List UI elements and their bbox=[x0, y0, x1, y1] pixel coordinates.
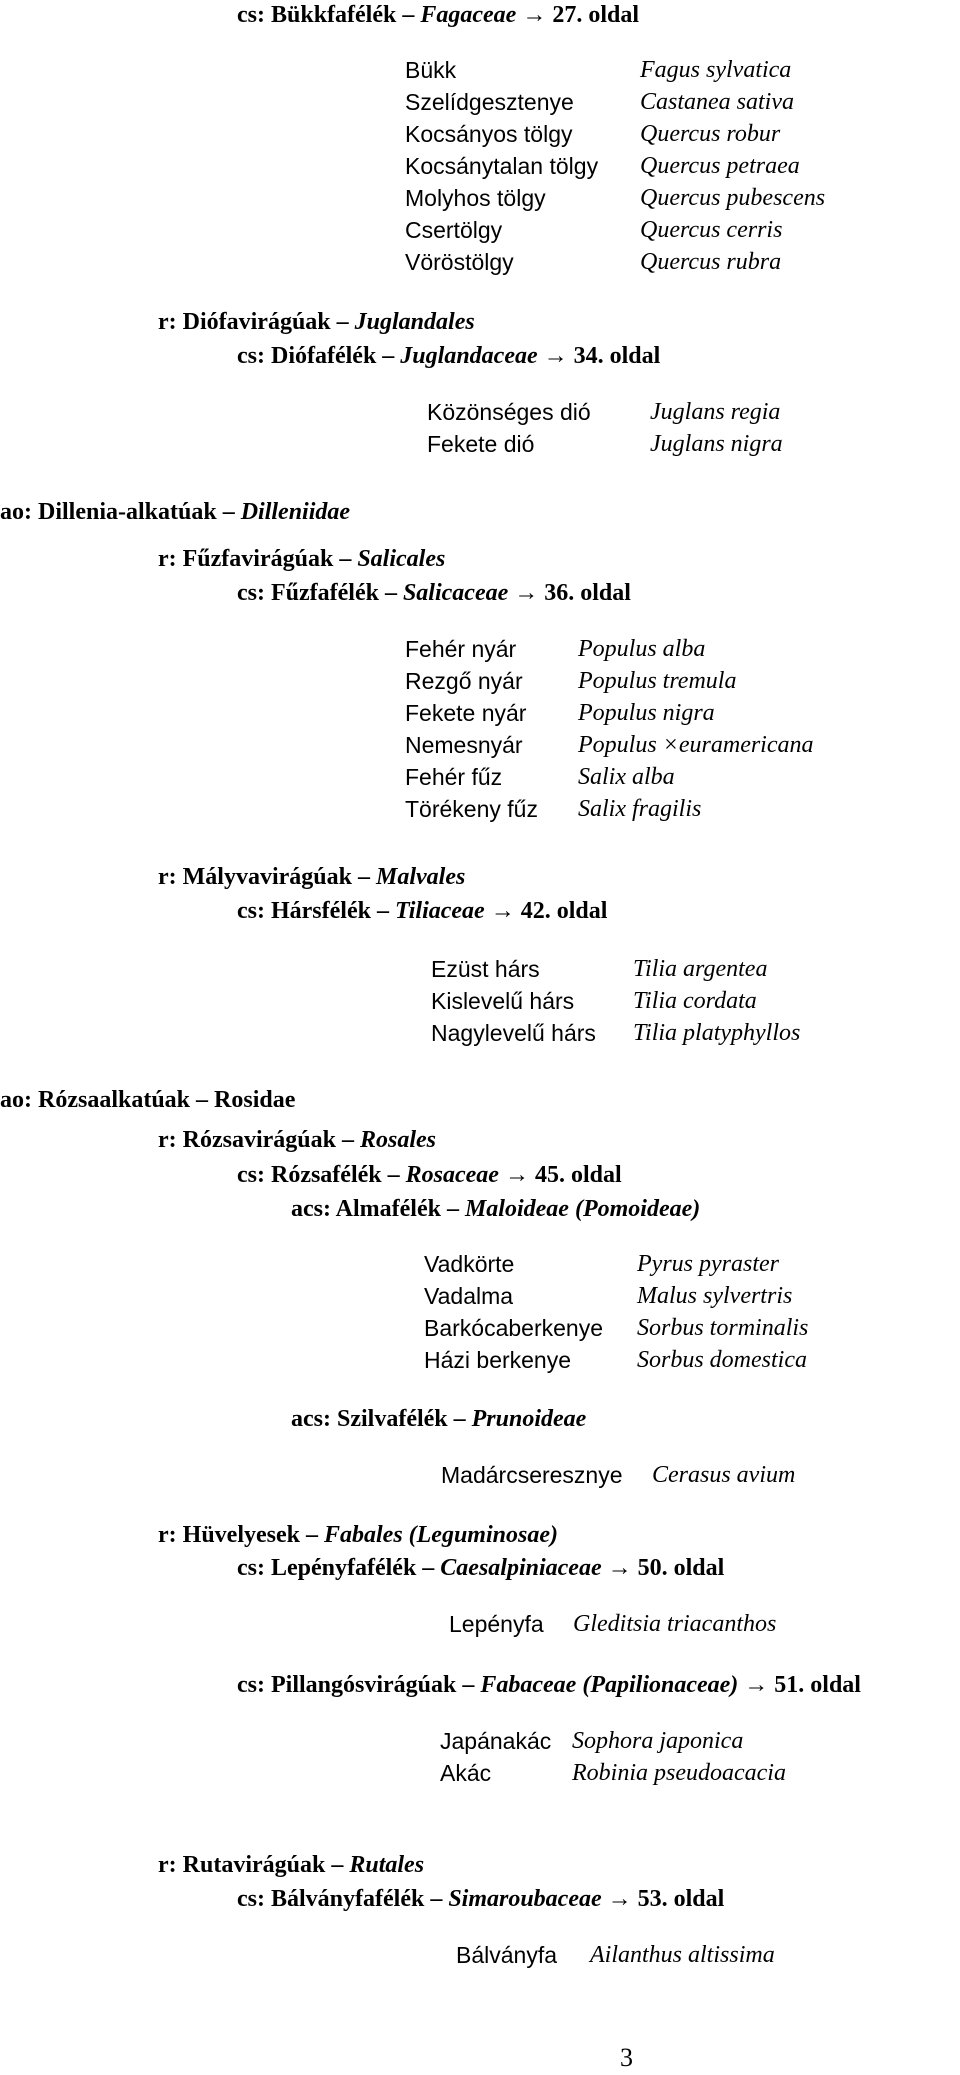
taxon-heading bbox=[237, 341, 660, 371]
scientific-name: Tilia argentea bbox=[633, 956, 768, 982]
common-name: Házi berkenye bbox=[424, 1347, 572, 1373]
scientific-name: Pyrus pyraster bbox=[637, 1251, 779, 1277]
common-name: Nemesnyár bbox=[405, 732, 523, 758]
taxon-heading bbox=[158, 307, 475, 337]
taxon-heading bbox=[237, 0, 639, 30]
species-row bbox=[405, 697, 814, 729]
common-name: Kocsányos tölgy bbox=[405, 121, 573, 147]
taxon-heading bbox=[237, 578, 631, 608]
heading-prefix: cs: Diófafélék – bbox=[237, 343, 401, 369]
scientific-name: Gleditsia triacanthos bbox=[573, 1611, 777, 1637]
common-name: Madárcseresznye bbox=[441, 1462, 623, 1488]
scientific-name: Juglans nigra bbox=[650, 431, 783, 457]
species-list bbox=[441, 1459, 795, 1491]
species-row bbox=[405, 150, 825, 182]
scientific-name: Robinia pseudoacacia bbox=[572, 1760, 786, 1786]
species-row bbox=[431, 1017, 800, 1049]
common-name: Kislevelű hárs bbox=[431, 988, 575, 1014]
species-row bbox=[440, 1725, 786, 1757]
scientific-name: Quercus pubescens bbox=[640, 185, 826, 211]
heading-page-reference: → 50. oldal bbox=[601, 1555, 725, 1581]
common-name: Vöröstölgy bbox=[405, 249, 514, 275]
species-list bbox=[456, 1939, 775, 1971]
heading-latin-name: Juglandales bbox=[354, 309, 475, 335]
heading-prefix: acs: Almafélék – bbox=[291, 1196, 465, 1222]
species-row bbox=[405, 118, 825, 150]
scientific-name: Sophora japonica bbox=[572, 1728, 744, 1754]
species-row bbox=[405, 246, 825, 278]
species-row bbox=[405, 182, 825, 214]
heading-page-reference: → 45. oldal bbox=[498, 1162, 622, 1188]
species-row bbox=[405, 761, 814, 793]
species-row bbox=[456, 1939, 775, 1971]
species-row bbox=[431, 985, 800, 1017]
common-name: Vadalma bbox=[424, 1283, 514, 1309]
scientific-name: Quercus cerris bbox=[640, 217, 783, 243]
species-row bbox=[424, 1344, 808, 1376]
common-name: Csertölgy bbox=[405, 217, 503, 243]
species-row bbox=[427, 396, 783, 428]
taxon-heading bbox=[158, 1520, 558, 1550]
heading-prefix: r: Mályvavirágúak – bbox=[158, 864, 376, 890]
heading-prefix: cs: Bükkfafélék – bbox=[237, 2, 421, 28]
scientific-name: Sorbus domestica bbox=[637, 1347, 807, 1373]
common-name: Barkócaberkenye bbox=[424, 1315, 603, 1341]
species-row bbox=[427, 428, 783, 460]
scientific-name: Cerasus avium bbox=[652, 1462, 796, 1488]
common-name: Fehér fűz bbox=[405, 764, 503, 790]
heading-latin-name: Malvales bbox=[375, 864, 466, 890]
heading-page-reference: → 53. oldal bbox=[601, 1886, 725, 1912]
scientific-name: Salix fragilis bbox=[578, 796, 702, 822]
heading-page-reference: → 36. oldal bbox=[508, 580, 631, 606]
scientific-name: Populus ×euramericana bbox=[578, 732, 814, 758]
heading-latin-name: Caesalpiniaceae bbox=[440, 1555, 602, 1581]
heading-latin-name: Maloideae (Pomoideae) bbox=[464, 1196, 701, 1222]
taxon-heading bbox=[158, 1125, 436, 1155]
heading-prefix: ao: Rózsaalkatúak – Rosidae bbox=[0, 1087, 296, 1113]
species-row bbox=[405, 665, 814, 697]
taxon-heading bbox=[237, 1884, 724, 1914]
scientific-name: Quercus rubra bbox=[640, 249, 782, 275]
scientific-name: Sorbus torminalis bbox=[637, 1315, 809, 1341]
species-row bbox=[405, 214, 825, 246]
heading-prefix: cs: Pillangósvirágúak – bbox=[237, 1672, 481, 1698]
heading-latin-name: Prunoideae bbox=[471, 1406, 587, 1432]
taxon-heading bbox=[237, 896, 607, 926]
common-name: Fehér nyár bbox=[405, 636, 517, 662]
heading-latin-name: Simaroubaceae bbox=[448, 1886, 602, 1912]
common-name: Akác bbox=[440, 1760, 492, 1786]
species-row bbox=[405, 86, 825, 118]
scientific-name: Quercus robur bbox=[640, 121, 781, 147]
common-name: Lepényfa bbox=[449, 1611, 544, 1637]
common-name: Fekete nyár bbox=[405, 700, 527, 726]
taxon-heading bbox=[158, 544, 445, 574]
heading-prefix: r: Diófavirágúak – bbox=[158, 309, 355, 335]
heading-latin-name: Salicaceae bbox=[402, 580, 509, 606]
heading-prefix: cs: Hársfélék – bbox=[237, 898, 395, 924]
common-name: Bükk bbox=[405, 57, 457, 83]
heading-prefix: r: Fűzfavirágúak – bbox=[158, 546, 358, 572]
taxon-heading bbox=[237, 1160, 622, 1190]
scientific-name: Salix alba bbox=[578, 764, 675, 790]
heading-page-reference: → 51. oldal bbox=[738, 1672, 861, 1698]
species-row bbox=[431, 953, 800, 985]
scientific-name: Ailanthus altissima bbox=[590, 1942, 775, 1968]
heading-prefix: r: Rutavirágúak – bbox=[158, 1852, 350, 1878]
scientific-name: Tilia platyphyllos bbox=[633, 1020, 801, 1046]
page-number: 3 bbox=[620, 2043, 633, 2072]
heading-page-reference: → 42. oldal bbox=[484, 898, 608, 924]
scientific-name: Quercus petraea bbox=[640, 153, 800, 179]
heading-latin-name: Rosales bbox=[359, 1127, 436, 1153]
heading-prefix: cs: Lepényfafélék – bbox=[237, 1555, 441, 1581]
heading-prefix: r: Hüvelyesek – bbox=[158, 1522, 324, 1548]
scientific-name: Fagus sylvatica bbox=[640, 57, 792, 83]
taxon-heading bbox=[158, 1850, 424, 1880]
heading-prefix: ao: Dillenia-alkatúak – bbox=[0, 499, 241, 525]
common-name: Nagylevelű hárs bbox=[431, 1020, 596, 1046]
species-row bbox=[424, 1312, 808, 1344]
species-row bbox=[424, 1248, 808, 1280]
scientific-name: Malus sylvertris bbox=[637, 1283, 793, 1309]
heading-prefix: r: Rózsavirágúak – bbox=[158, 1127, 360, 1153]
common-name: Ezüst hárs bbox=[431, 956, 540, 982]
species-list bbox=[449, 1608, 776, 1640]
taxon-heading bbox=[237, 1670, 861, 1700]
scientific-name: Tilia cordata bbox=[633, 988, 757, 1014]
taxon-heading bbox=[0, 1085, 295, 1115]
species-list bbox=[440, 1725, 786, 1789]
heading-latin-name: Rutales bbox=[349, 1852, 425, 1878]
heading-latin-name: Fabales (Leguminosae) bbox=[323, 1522, 558, 1548]
common-name: Kocsánytalan tölgy bbox=[405, 153, 599, 179]
heading-latin-name: Tiliaceae bbox=[394, 898, 485, 924]
common-name: Törékeny fűz bbox=[405, 796, 538, 822]
heading-prefix: cs: Fűzfafélék – bbox=[237, 580, 403, 606]
heading-page-reference: → 34. oldal bbox=[537, 343, 661, 369]
taxon-heading bbox=[291, 1404, 586, 1434]
taxon-heading bbox=[291, 1194, 700, 1224]
heading-latin-name: Salicales bbox=[357, 546, 446, 572]
common-name: Fekete dió bbox=[427, 431, 535, 457]
common-name: Rezgő nyár bbox=[405, 668, 523, 694]
scientific-name: Populus tremula bbox=[578, 668, 737, 694]
species-row bbox=[441, 1459, 795, 1491]
heading-prefix: cs: Bálványfafélék – bbox=[237, 1886, 449, 1912]
species-row bbox=[405, 633, 814, 665]
common-name: Közönséges dió bbox=[427, 399, 591, 425]
taxon-heading bbox=[237, 1553, 724, 1583]
heading-latin-name: Juglandaceae bbox=[400, 343, 538, 369]
species-row bbox=[449, 1608, 776, 1640]
species-list bbox=[424, 1248, 808, 1376]
species-row bbox=[405, 54, 825, 86]
species-list bbox=[431, 953, 800, 1049]
taxon-heading bbox=[0, 497, 350, 527]
common-name: Vadkörte bbox=[424, 1251, 515, 1277]
species-row bbox=[440, 1757, 786, 1789]
heading-latin-name: Dilleniidae bbox=[240, 499, 351, 525]
heading-page-reference: → 27. oldal bbox=[516, 2, 639, 28]
species-row bbox=[405, 729, 814, 761]
species-list bbox=[405, 54, 825, 278]
heading-prefix: cs: Rózsafélék – bbox=[237, 1162, 406, 1188]
species-list bbox=[405, 633, 814, 825]
scientific-name: Juglans regia bbox=[650, 399, 781, 425]
heading-prefix: acs: Szilvafélék – bbox=[291, 1406, 472, 1432]
heading-latin-name: Rosaceae bbox=[405, 1162, 499, 1188]
taxon-heading bbox=[158, 862, 465, 892]
scientific-name: Populus nigra bbox=[578, 700, 715, 726]
species-row bbox=[424, 1280, 808, 1312]
heading-latin-name: Fabaceae (Papilionaceae) bbox=[480, 1672, 739, 1698]
common-name: Bálványfa bbox=[456, 1942, 558, 1968]
species-row bbox=[405, 793, 814, 825]
heading-latin-name: Fagaceae bbox=[420, 2, 517, 28]
scientific-name: Populus alba bbox=[578, 636, 706, 662]
common-name: Japánakác bbox=[440, 1728, 552, 1754]
species-list bbox=[427, 396, 783, 460]
scientific-name: Castanea sativa bbox=[640, 89, 794, 115]
common-name: Szelídgesztenye bbox=[405, 89, 574, 115]
common-name: Molyhos tölgy bbox=[405, 185, 546, 211]
